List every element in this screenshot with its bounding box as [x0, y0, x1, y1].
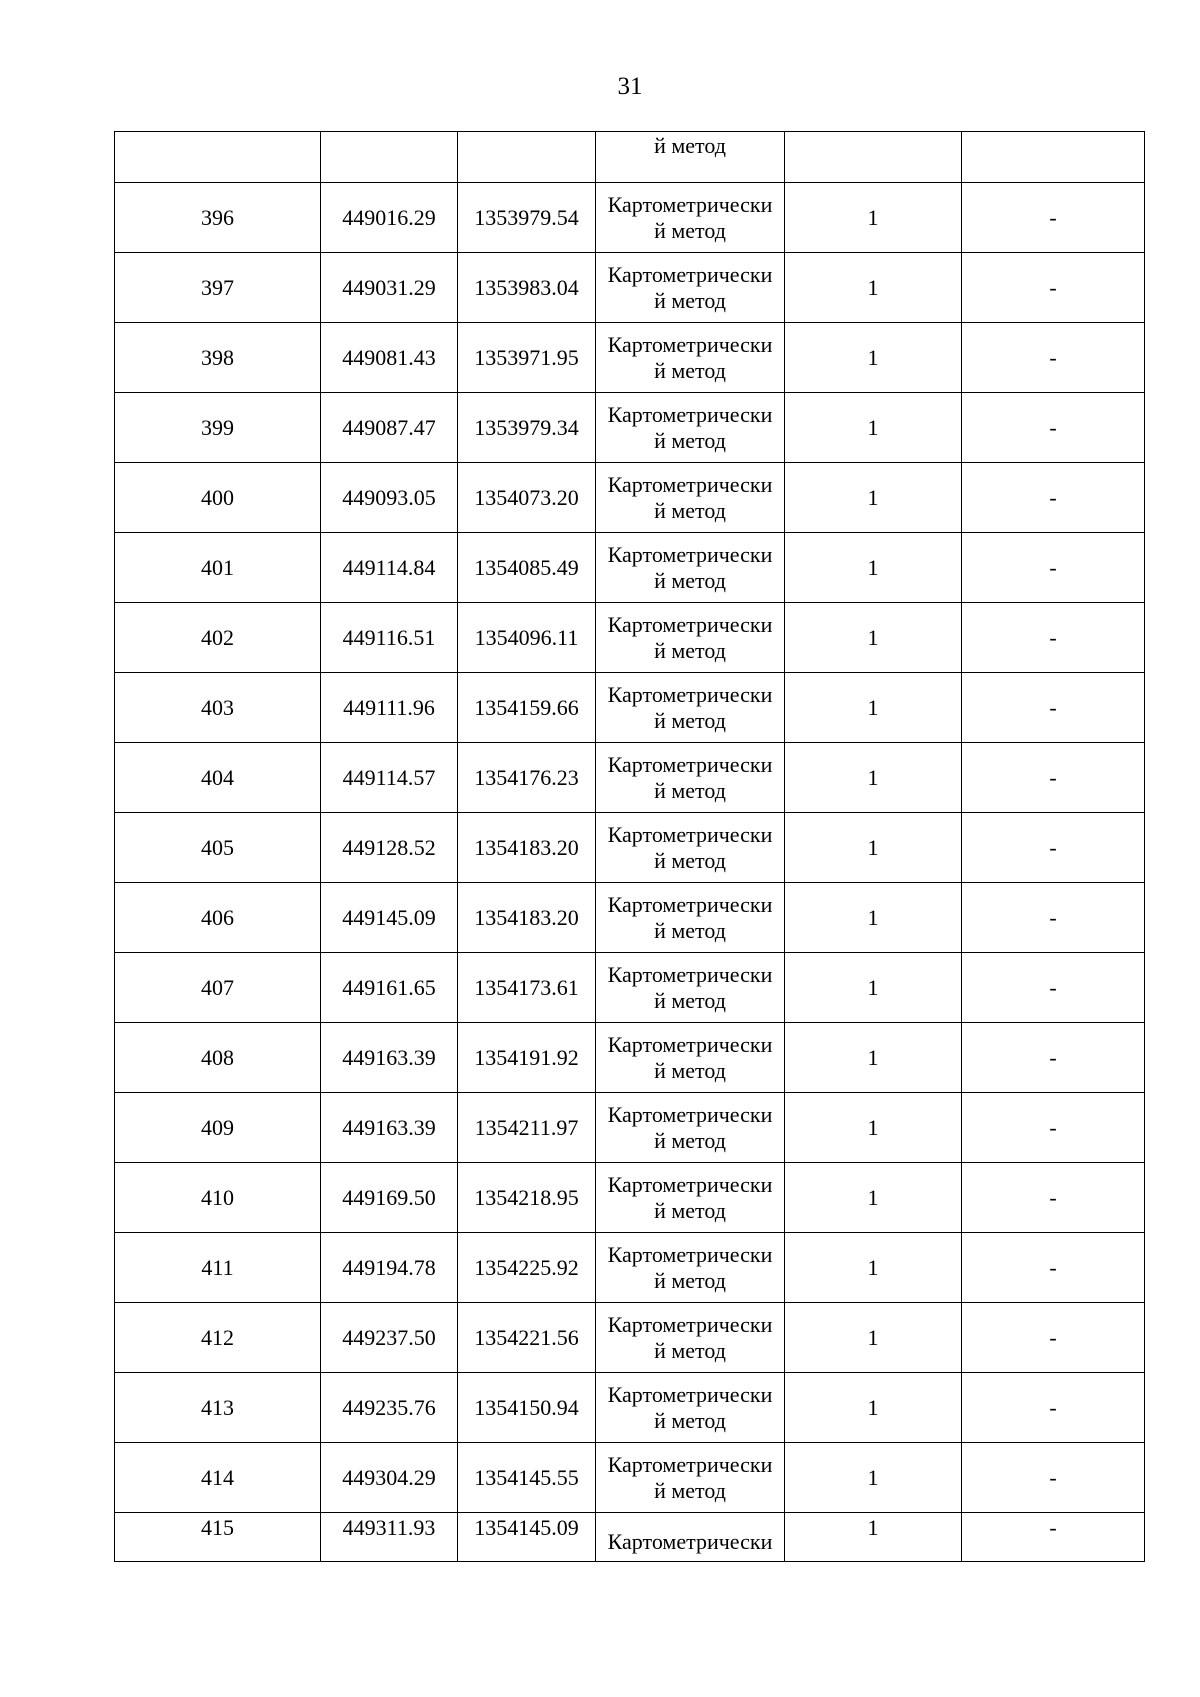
point-number-cell: 410 — [115, 1163, 321, 1233]
accuracy-cell: 1 — [785, 1303, 962, 1373]
method-line-1: Картометрически — [607, 191, 773, 217]
note-cell: - — [962, 393, 1145, 463]
y-coordinate-cell: 1353971.95 — [458, 323, 596, 393]
table-row — [115, 883, 1145, 953]
y-coordinate-cell: 1354183.20 — [458, 813, 596, 883]
table-row — [115, 1163, 1145, 1233]
method-line-1: Картометрически — [607, 1311, 773, 1337]
coordinates-table — [114, 131, 1145, 1562]
method-cell — [596, 1443, 785, 1513]
note-cell: - — [962, 1303, 1145, 1373]
method-line-1: Картометрически — [607, 961, 773, 987]
note-cell: - — [962, 1443, 1145, 1513]
method-line-2: й метод — [654, 567, 726, 593]
accuracy-cell: 1 — [785, 883, 962, 953]
method-line-2: й метод — [654, 1267, 726, 1293]
method-line-2: й метод — [654, 357, 726, 383]
coordinates-table-body — [115, 132, 1145, 1562]
accuracy-cell: 1 — [785, 743, 962, 813]
x-coordinate-cell: 449031.29 — [321, 253, 458, 323]
note-cell: - — [962, 253, 1145, 323]
table-row — [115, 323, 1145, 393]
method-line-1: Картометрически — [607, 681, 773, 707]
method-line-2: й метод — [654, 497, 726, 523]
point-number-cell: 411 — [115, 1233, 321, 1303]
method-line-1: Картометрически — [607, 751, 773, 777]
point-number-cell: 400 — [115, 463, 321, 533]
point-number-cell: 396 — [115, 183, 321, 253]
note-cell: - — [962, 183, 1145, 253]
method-cell — [596, 1023, 785, 1093]
y-coordinate-cell: 1353983.04 — [458, 253, 596, 323]
method-line-1: Картометрически — [607, 261, 773, 287]
method-line-2: й метод — [654, 1337, 726, 1363]
method-line-2: й метод — [654, 637, 726, 663]
point-number-cell: 397 — [115, 253, 321, 323]
point-number-cell: 414 — [115, 1443, 321, 1513]
point-number-cell: 412 — [115, 1303, 321, 1373]
table-row — [115, 393, 1145, 463]
point-number-cell: 409 — [115, 1093, 321, 1163]
note-cell: - — [962, 743, 1145, 813]
y-coordinate-cell: 1354145.55 — [458, 1443, 596, 1513]
point-number-cell: 407 — [115, 953, 321, 1023]
table-row — [115, 533, 1145, 603]
method-line-1: Картометрически — [607, 891, 773, 917]
method-line-1: Картометрически — [607, 1171, 773, 1197]
x-coordinate-cell: 449087.47 — [321, 393, 458, 463]
method-line-1: Картометрически — [607, 821, 773, 847]
method-line-2: й метод — [654, 987, 726, 1013]
note-cell: - — [962, 883, 1145, 953]
x-coordinate-cell: 449016.29 — [321, 183, 458, 253]
y-coordinate-cell: 1354183.20 — [458, 883, 596, 953]
method-cell — [596, 1093, 785, 1163]
method-line-1: Картометрически — [607, 541, 773, 567]
x-coordinate-cell: 449311.93 — [321, 1513, 458, 1562]
method-cell — [596, 533, 785, 603]
x-coordinate-cell: 449163.39 — [321, 1023, 458, 1093]
accuracy-cell: 1 — [785, 393, 962, 463]
method-line-2: й метод — [654, 1407, 726, 1433]
x-coordinate-cell: 449116.51 — [321, 603, 458, 673]
method-cell — [596, 183, 785, 253]
method-cell — [596, 883, 785, 953]
method-line-1: Картометрически — [607, 1101, 773, 1127]
table-row — [115, 673, 1145, 743]
method-line-1: Картометрически — [607, 401, 773, 427]
method-line-1: Картометрически — [607, 1381, 773, 1407]
method-cell — [596, 1513, 785, 1562]
x-coordinate-cell: 449161.65 — [321, 953, 458, 1023]
y-coordinate-cell: 1354211.97 — [458, 1093, 596, 1163]
y-coordinate-cell: 1353979.54 — [458, 183, 596, 253]
y-coordinate-cell: 1353979.34 — [458, 393, 596, 463]
y-coordinate-cell: 1354073.20 — [458, 463, 596, 533]
table-row — [115, 1023, 1145, 1093]
method-line-2: й метод — [654, 1127, 726, 1153]
method-cell — [596, 1373, 785, 1443]
y-coordinate-cell: 1354159.66 — [458, 673, 596, 743]
page-number: 31 — [617, 73, 643, 100]
method-line-2: й метод — [654, 1197, 726, 1223]
method-cell — [596, 323, 785, 393]
note-cell — [962, 132, 1145, 183]
x-coordinate-cell: 449237.50 — [321, 1303, 458, 1373]
method-line-2: й метод — [654, 1057, 726, 1083]
table-row — [115, 1303, 1145, 1373]
accuracy-cell: 1 — [785, 1373, 962, 1443]
method-line-2: й метод — [654, 917, 726, 943]
method-line-2: й метод — [654, 777, 726, 803]
y-coordinate-cell: 1354150.94 — [458, 1373, 596, 1443]
accuracy-cell: 1 — [785, 253, 962, 323]
method-cell — [596, 393, 785, 463]
accuracy-cell: 1 — [785, 603, 962, 673]
x-coordinate-cell: 449169.50 — [321, 1163, 458, 1233]
method-cell — [596, 463, 785, 533]
x-coordinate-cell: 449194.78 — [321, 1233, 458, 1303]
method-cell: й метод — [596, 132, 785, 183]
accuracy-cell: 1 — [785, 463, 962, 533]
method-line-1: Картометрически — [607, 1451, 773, 1477]
accuracy-cell: 1 — [785, 673, 962, 743]
point-number-cell: 405 — [115, 813, 321, 883]
y-coordinate-cell — [458, 132, 596, 183]
x-coordinate-cell: 449235.76 — [321, 1373, 458, 1443]
note-cell: - — [962, 673, 1145, 743]
note-cell: - — [962, 603, 1145, 673]
accuracy-cell: 1 — [785, 183, 962, 253]
table-row — [115, 253, 1145, 323]
accuracy-cell: 1 — [785, 1513, 962, 1562]
method-line-1: Картометрически — [607, 331, 773, 357]
method-cell — [596, 813, 785, 883]
method-line-1: Картометрически — [607, 1529, 773, 1554]
method-line-1: Картометрически — [607, 1241, 773, 1267]
note-cell: - — [962, 1023, 1145, 1093]
method-cell — [596, 603, 785, 673]
x-coordinate-cell: 449114.84 — [321, 533, 458, 603]
point-number-cell: 406 — [115, 883, 321, 953]
note-cell: - — [962, 1373, 1145, 1443]
table-row — [115, 953, 1145, 1023]
x-coordinate-cell — [321, 132, 458, 183]
method-line-2: й метод — [654, 287, 726, 313]
accuracy-cell: 1 — [785, 533, 962, 603]
x-coordinate-cell: 449081.43 — [321, 323, 458, 393]
method-line-2: й метод — [654, 707, 726, 733]
note-cell: - — [962, 1513, 1145, 1562]
method-line-1: Картометрически — [607, 611, 773, 637]
point-number-cell: 408 — [115, 1023, 321, 1093]
x-coordinate-cell: 449145.09 — [321, 883, 458, 953]
x-coordinate-cell: 449163.39 — [321, 1093, 458, 1163]
accuracy-cell: 1 — [785, 323, 962, 393]
y-coordinate-cell: 1354225.92 — [458, 1233, 596, 1303]
method-line-2: й метод — [654, 1477, 726, 1503]
accuracy-cell: 1 — [785, 1233, 962, 1303]
table-row — [115, 1093, 1145, 1163]
table-row — [115, 1513, 1145, 1562]
point-number-cell: 415 — [115, 1513, 321, 1562]
table-row — [115, 603, 1145, 673]
x-coordinate-cell: 449093.05 — [321, 463, 458, 533]
y-coordinate-cell: 1354085.49 — [458, 533, 596, 603]
point-number-cell: 413 — [115, 1373, 321, 1443]
y-coordinate-cell: 1354145.09 — [458, 1513, 596, 1562]
method-cell — [596, 253, 785, 323]
y-coordinate-cell: 1354176.23 — [458, 743, 596, 813]
point-number-cell — [115, 132, 321, 183]
continuation-row — [115, 132, 1145, 183]
note-cell: - — [962, 463, 1145, 533]
point-number-cell: 404 — [115, 743, 321, 813]
point-number-cell: 401 — [115, 533, 321, 603]
method-line-2: й метод — [654, 427, 726, 453]
method-line-2: й метод — [654, 847, 726, 873]
accuracy-cell: 1 — [785, 953, 962, 1023]
y-coordinate-cell: 1354173.61 — [458, 953, 596, 1023]
accuracy-cell: 1 — [785, 1163, 962, 1233]
table-row — [115, 813, 1145, 883]
table-row — [115, 1373, 1145, 1443]
accuracy-cell: 1 — [785, 1443, 962, 1513]
method-cell — [596, 953, 785, 1023]
note-cell: - — [962, 323, 1145, 393]
point-number-cell: 403 — [115, 673, 321, 743]
accuracy-cell: 1 — [785, 813, 962, 883]
accuracy-cell: 1 — [785, 1093, 962, 1163]
note-cell: - — [962, 813, 1145, 883]
table-row — [115, 1233, 1145, 1303]
note-cell: - — [962, 533, 1145, 603]
note-cell: - — [962, 953, 1145, 1023]
note-cell: - — [962, 1163, 1145, 1233]
method-line-2: й метод — [654, 217, 726, 243]
point-number-cell: 398 — [115, 323, 321, 393]
accuracy-cell — [785, 132, 962, 183]
method-cell — [596, 1303, 785, 1373]
x-coordinate-cell: 449114.57 — [321, 743, 458, 813]
point-number-cell: 399 — [115, 393, 321, 463]
note-cell: - — [962, 1233, 1145, 1303]
y-coordinate-cell: 1354221.56 — [458, 1303, 596, 1373]
point-number-cell: 402 — [115, 603, 321, 673]
method-cell — [596, 673, 785, 743]
method-cell — [596, 743, 785, 813]
accuracy-cell: 1 — [785, 1023, 962, 1093]
note-cell: - — [962, 1093, 1145, 1163]
method-cell — [596, 1163, 785, 1233]
table-row — [115, 1443, 1145, 1513]
method-line-1: Картометрически — [607, 1031, 773, 1057]
table-row — [115, 183, 1145, 253]
table-row — [115, 463, 1145, 533]
method-cell — [596, 1233, 785, 1303]
method-line-1: Картометрически — [607, 471, 773, 497]
x-coordinate-cell: 449304.29 — [321, 1443, 458, 1513]
y-coordinate-cell: 1354218.95 — [458, 1163, 596, 1233]
x-coordinate-cell: 449128.52 — [321, 813, 458, 883]
x-coordinate-cell: 449111.96 — [321, 673, 458, 743]
y-coordinate-cell: 1354191.92 — [458, 1023, 596, 1093]
table-row — [115, 743, 1145, 813]
y-coordinate-cell: 1354096.11 — [458, 603, 596, 673]
